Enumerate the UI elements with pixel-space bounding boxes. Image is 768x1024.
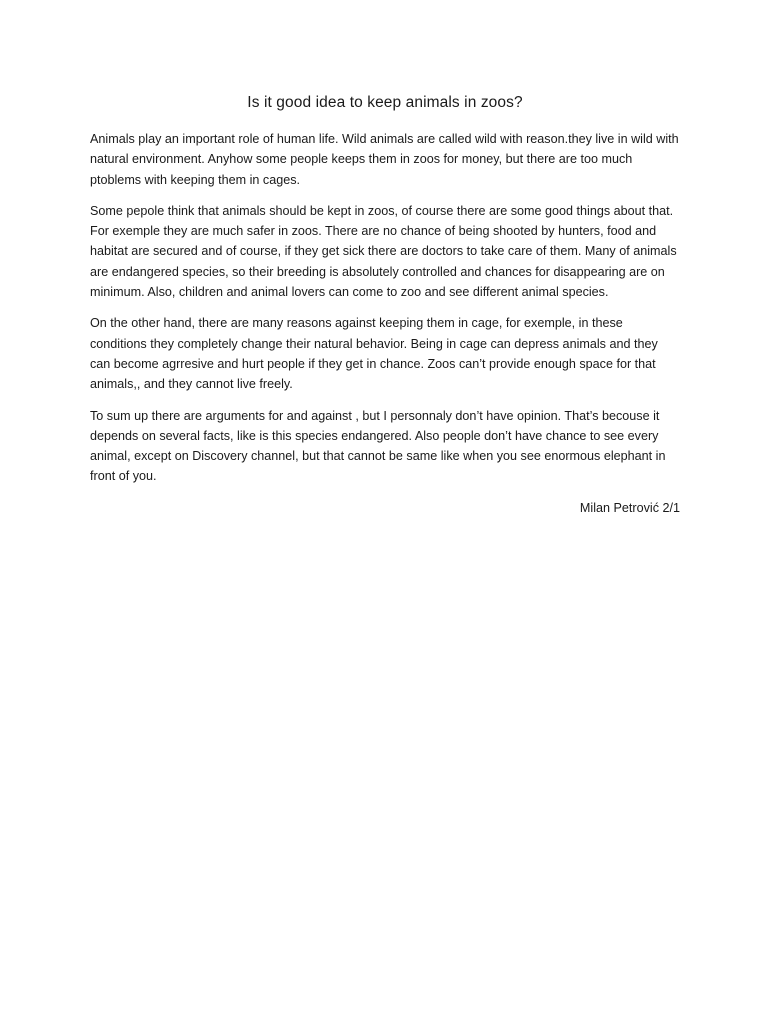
- document-title: Is it good idea to keep animals in zoos?: [247, 94, 523, 111]
- paragraph-conclusion: To sum up there are arguments for and against , but I personnaly don’t have opinion. That’s becouse it depends on several facts, like is this species endangered. Also people don’t have chance to see every animal, except on Discovery channel, but that cannot be same like when you see enormous elephant in front of you.: [90, 408, 666, 484]
- author-signature: Milan Petrović 2/1: [579, 500, 680, 515]
- paragraph-arguments-for: Some pepole think that animals should be kept in zoos, of course there are some good things about that. For exemple they are much safer in zoos. There are no chance of being shooted by hunters, food and habitat are secured and of course, if they get sick there are doctors to take care of them. Many of animals are endangered species, so their breeding is absolutely controlled and chances for disappearing are on minimum. Also, children and animal lovers can come to zoo and see different animal species.: [90, 203, 677, 300]
- paragraph-intro: Animals play an important role of human life. Wild animals are called wild with reason.they live in wild with natural environment. Anyhow some people keeps them in zoos for money, but there are too much ptoblems with keeping them in cages.: [90, 132, 679, 187]
- paragraph-arguments-against: On the other hand, there are many reasons against keeping them in cage, for exemple, in these conditions they completely change their natural behavior. Being in cage can depress animals and they can become agrresive and hurt people if they get in chance. Zoos can’t provide enough space for that animals,, and they cannot live freely.: [90, 316, 658, 392]
